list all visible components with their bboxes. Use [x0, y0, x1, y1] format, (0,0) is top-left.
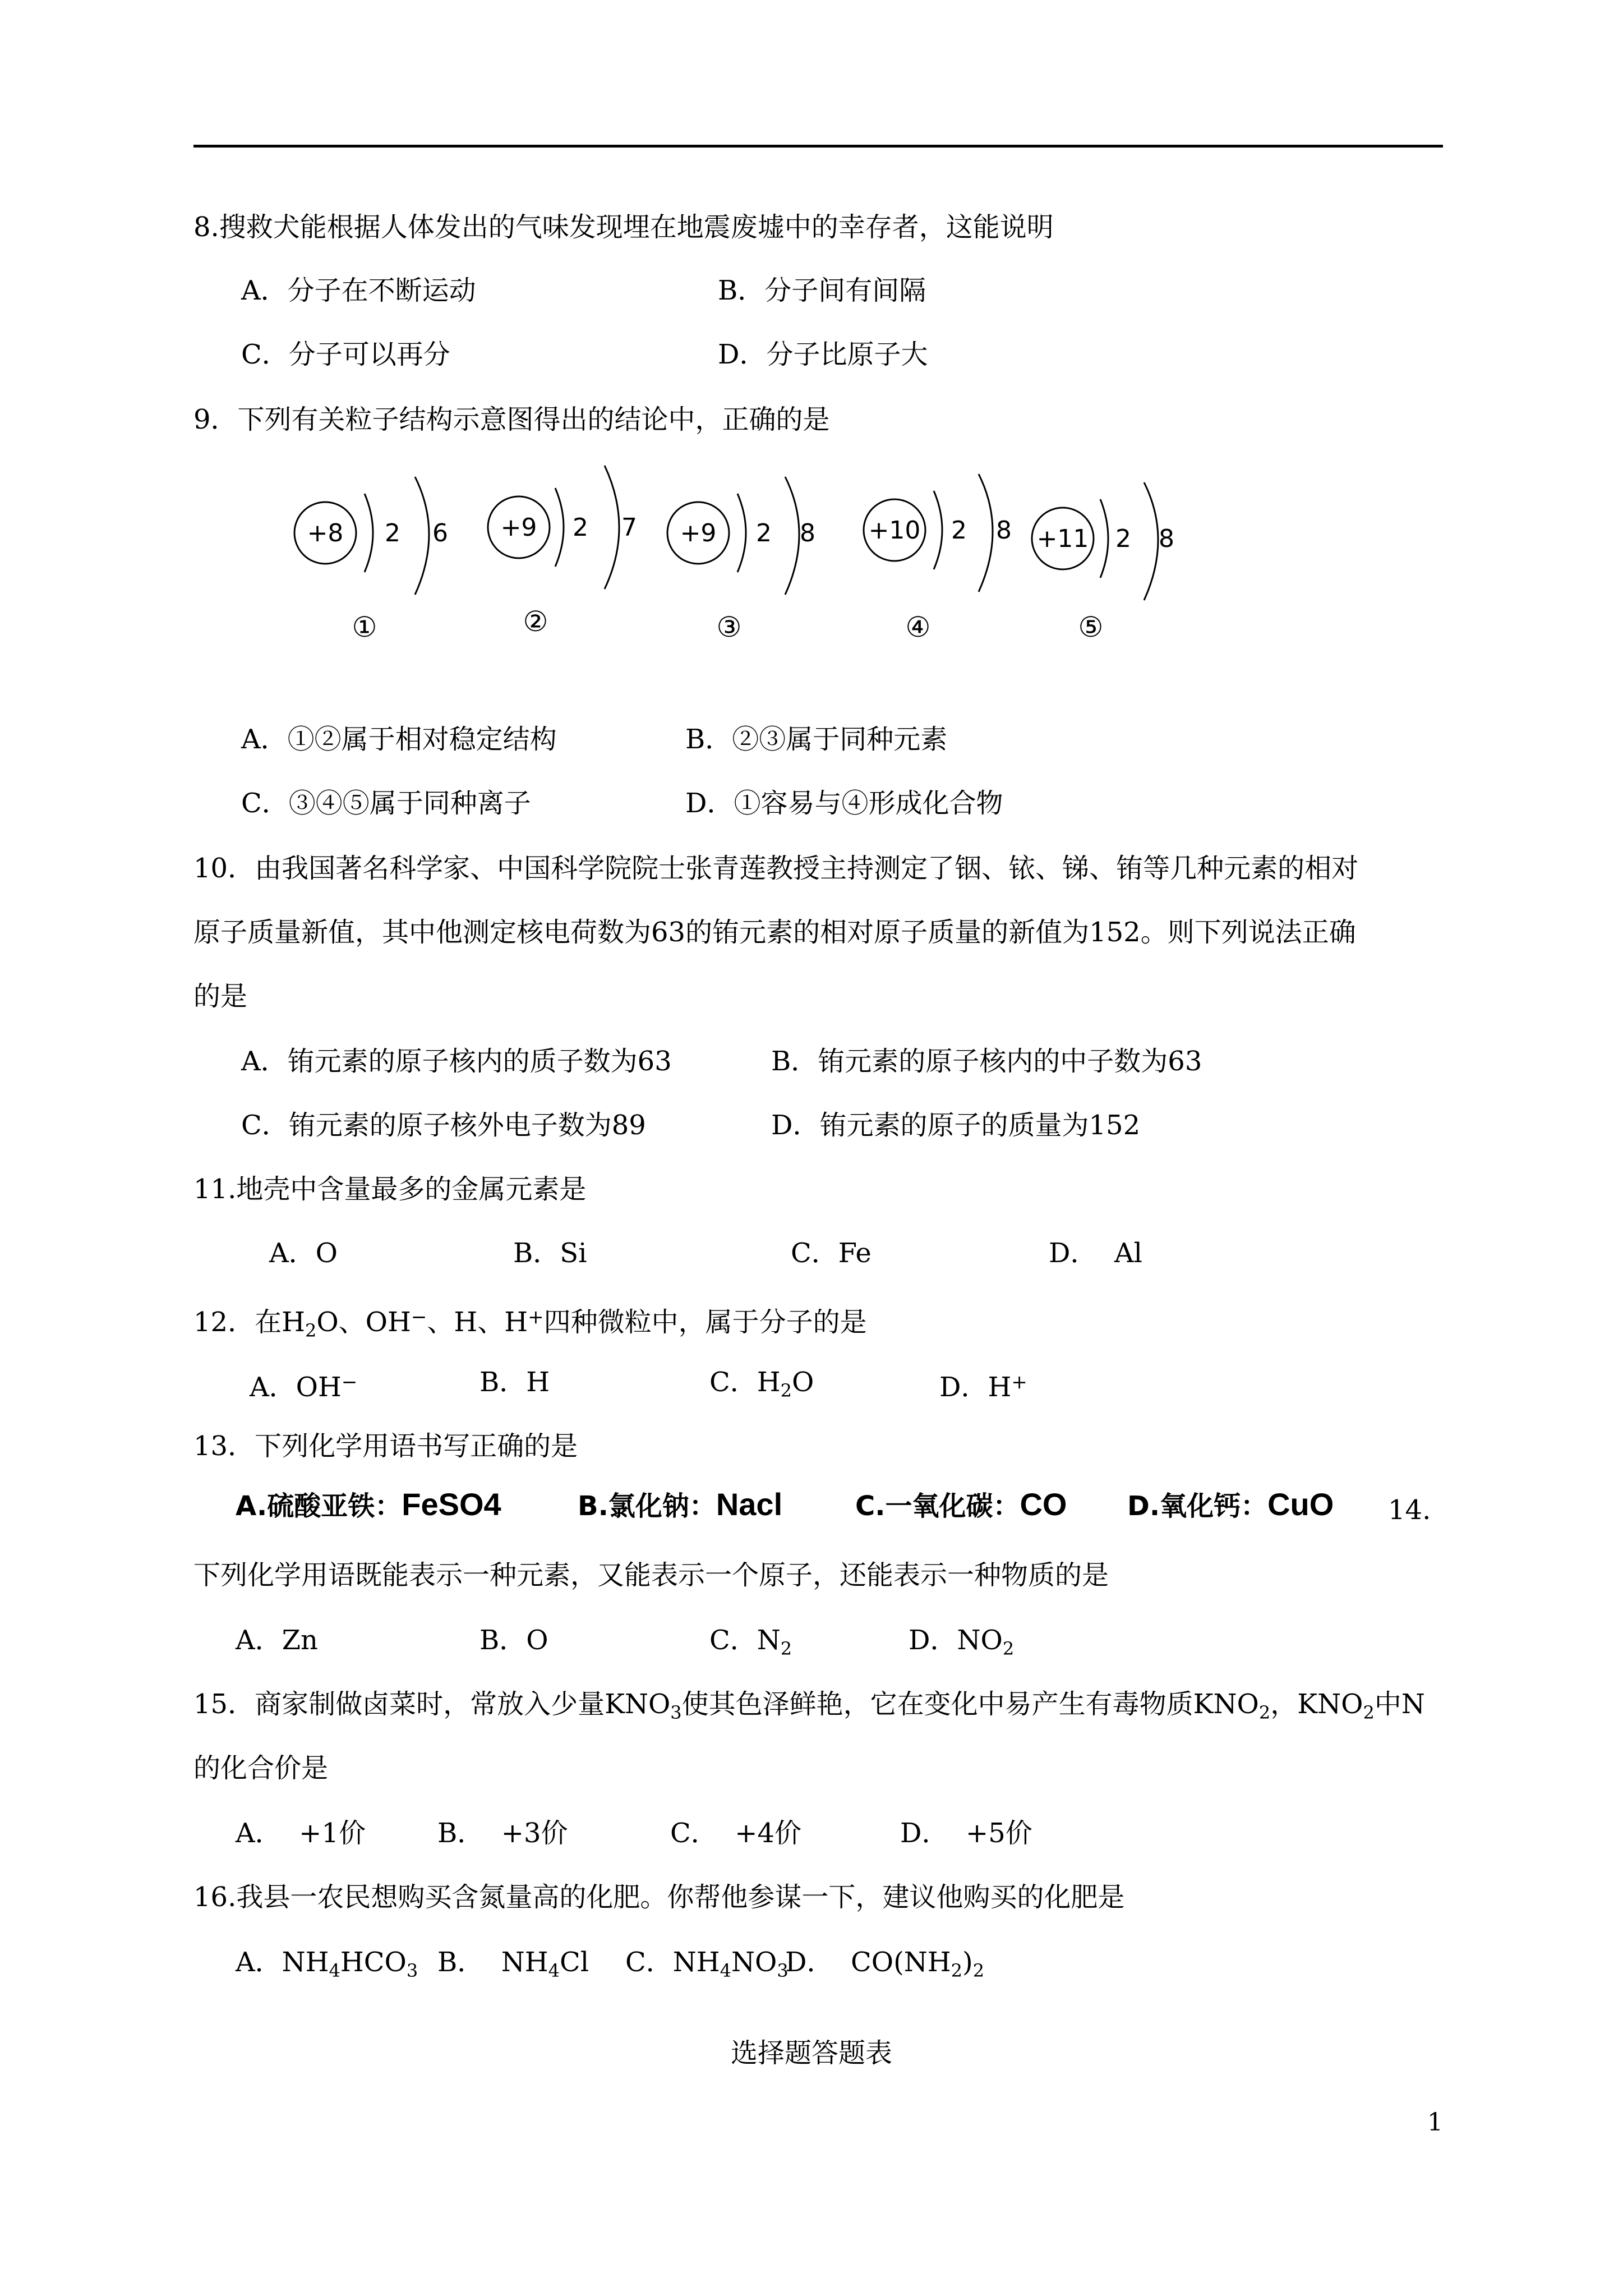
q10-option-a: A．铕元素的原子核内的质子数为63 [241, 1046, 672, 1077]
q13-stem: 13．下列化学用语书写正确的是 [193, 1430, 578, 1462]
q10-option-c: C．铕元素的原子核外电子数为89 [241, 1110, 646, 1141]
q13-option-b: B.氯化钠：Nacl [578, 1487, 783, 1522]
q15-option-d: D． +5价 [900, 1818, 1032, 1849]
q14-option-a: A．Zn [236, 1625, 318, 1656]
atom-2-shell-2: 7 [621, 513, 637, 542]
q16-option-b: B． $NH_4Cl$ [437, 1947, 589, 1981]
atom-2-shell-1: 2 [573, 513, 588, 542]
atom-2-label: ② [523, 605, 548, 638]
atom-1-label: ① [352, 611, 377, 643]
q16-option-a: A．$NH_4HCO_3$ [236, 1947, 418, 1981]
q8-option-c: C．分子可以再分 [241, 339, 450, 370]
q8-option-d: D．分子比原子大 [718, 339, 928, 370]
atom-structure-diagrams [280, 460, 1189, 662]
q15-option-b: B． +3价 [437, 1818, 568, 1849]
q11-option-b: B．Si [513, 1237, 587, 1269]
q9-option-b: B．②③属于同种元素 [685, 724, 948, 755]
q16-option-c: C．$NH_4NO_3$ [625, 1947, 789, 1981]
q16-stem: 16.我县一农民想购买含氮量高的化肥。你帮他参谋一下，建议他购买的化肥是 [193, 1881, 1125, 1913]
q11-option-d: D． Al [1049, 1237, 1143, 1269]
q12-option-d: D．H+ [939, 1371, 1027, 1403]
q12-option-b: B．H [479, 1366, 550, 1398]
header-rule [193, 145, 1443, 148]
atom-diagram-3 [667, 477, 815, 643]
answer-table-title: 选择题答题表 [730, 2037, 892, 2069]
page-number: 1 [1427, 2108, 1443, 2137]
q15-option-c: C． +4价 [670, 1818, 802, 1849]
q15-stem-line-2: 的化合价是 [193, 1752, 329, 1784]
atom-5-nucleus: +11 [1036, 524, 1089, 553]
atom-1-shell-1: 2 [385, 519, 400, 547]
atom-1-nucleus: +8 [307, 519, 344, 547]
atom-5-shell-2: 8 [1159, 524, 1174, 553]
q14-option-d: D．$NO_2$ [909, 1625, 1015, 1659]
atom-4-shell-2: 8 [996, 516, 1012, 545]
q8-stem: 8.搜救犬能根据人体发出的气味发现埋在地震废墟中的幸存者，这能说明 [193, 211, 1054, 243]
q15-option-a: A． +1价 [236, 1818, 366, 1849]
q14-number: 14. [1388, 1494, 1431, 1526]
q10-stem-line-2: 原子质量新值，其中他测定核电荷数为63的铕元素的相对原子质量的新值为152。则下列说法正确 [193, 917, 1356, 948]
atom-diagram-4 [864, 474, 1012, 643]
q8-option-a: A．分子在不断运动 [241, 275, 476, 306]
q8-option-b: B．分子间有间隔 [718, 275, 926, 306]
q11-stem: 11.地壳中含量最多的金属元素是 [193, 1174, 587, 1205]
q9-option-d: D．①容易与④形成化合物 [685, 788, 1003, 819]
q12-stem: 12．在$H_2O$、OH−、H、H+四种微粒中，属于分子的是 [193, 1306, 867, 1341]
atom-2-nucleus: +9 [500, 513, 537, 542]
q9-option-a: A．①②属于相对稳定结构 [241, 724, 557, 755]
atom-4-label: ④ [905, 611, 931, 643]
q14-option-b: B．O [479, 1625, 548, 1656]
q9-option-c: C．③④⑤属于同种离子 [241, 788, 531, 819]
q11-option-a: A．O [269, 1237, 338, 1269]
q13-option-d: D.氧化钙：CuO [1127, 1487, 1334, 1522]
q13-option-a: A.硫酸亚铁：FeSO4 [236, 1487, 501, 1522]
q10-option-d: D．铕元素的原子的质量为152 [771, 1110, 1141, 1141]
atom-diagram-1 [294, 477, 448, 643]
q14-stem: 下列化学用语既能表示一种元素，又能表示一个原子，还能表示一种物质的是 [193, 1559, 1109, 1591]
q14-option-c: C．$N_2$ [709, 1625, 792, 1659]
q10-option-b: B．铕元素的原子核内的中子数为63 [771, 1046, 1202, 1077]
q9-stem: 9．下列有关粒子结构示意图得出的结论中，正确的是 [193, 404, 830, 435]
q15-stem-line-1: 15．商家制做卤菜时，常放入少量$KNO_3$使其色泽鲜艳，它在变化中易产生有毒物质$KNO_2$，$KNO_2$中N [193, 1688, 1425, 1723]
atom-3-nucleus: +9 [680, 519, 717, 547]
atom-diagram-2 [488, 466, 637, 638]
atom-5-shell-1: 2 [1115, 524, 1131, 553]
q10-stem-line-1: 10．由我国著名科学家、中国科学院院士张青莲教授主持测定了铟、铱、锑、铕等几种元素的相对 [193, 853, 1359, 884]
q10-stem-line-3: 的是 [193, 981, 248, 1012]
atom-4-shell-1: 2 [951, 516, 967, 545]
atom-5-label: ⑤ [1078, 611, 1104, 643]
atom-3-shell-1: 2 [756, 519, 772, 547]
atom-1-shell-2: 6 [432, 519, 448, 547]
atom-4-nucleus: +10 [868, 516, 921, 545]
atom-3-label: ③ [716, 611, 742, 643]
q11-option-c: C．Fe [791, 1237, 872, 1269]
q16-option-d: D． $CO(NH_2)_2$ [785, 1947, 985, 1981]
atom-diagram-5 [1032, 482, 1174, 643]
q12-option-c: C．$H_2O$ [709, 1366, 814, 1401]
atom-3-shell-2: 8 [800, 519, 815, 547]
q13-option-c: C.一氧化碳：CO [855, 1487, 1067, 1522]
q12-option-a: A．OH− [250, 1371, 358, 1403]
